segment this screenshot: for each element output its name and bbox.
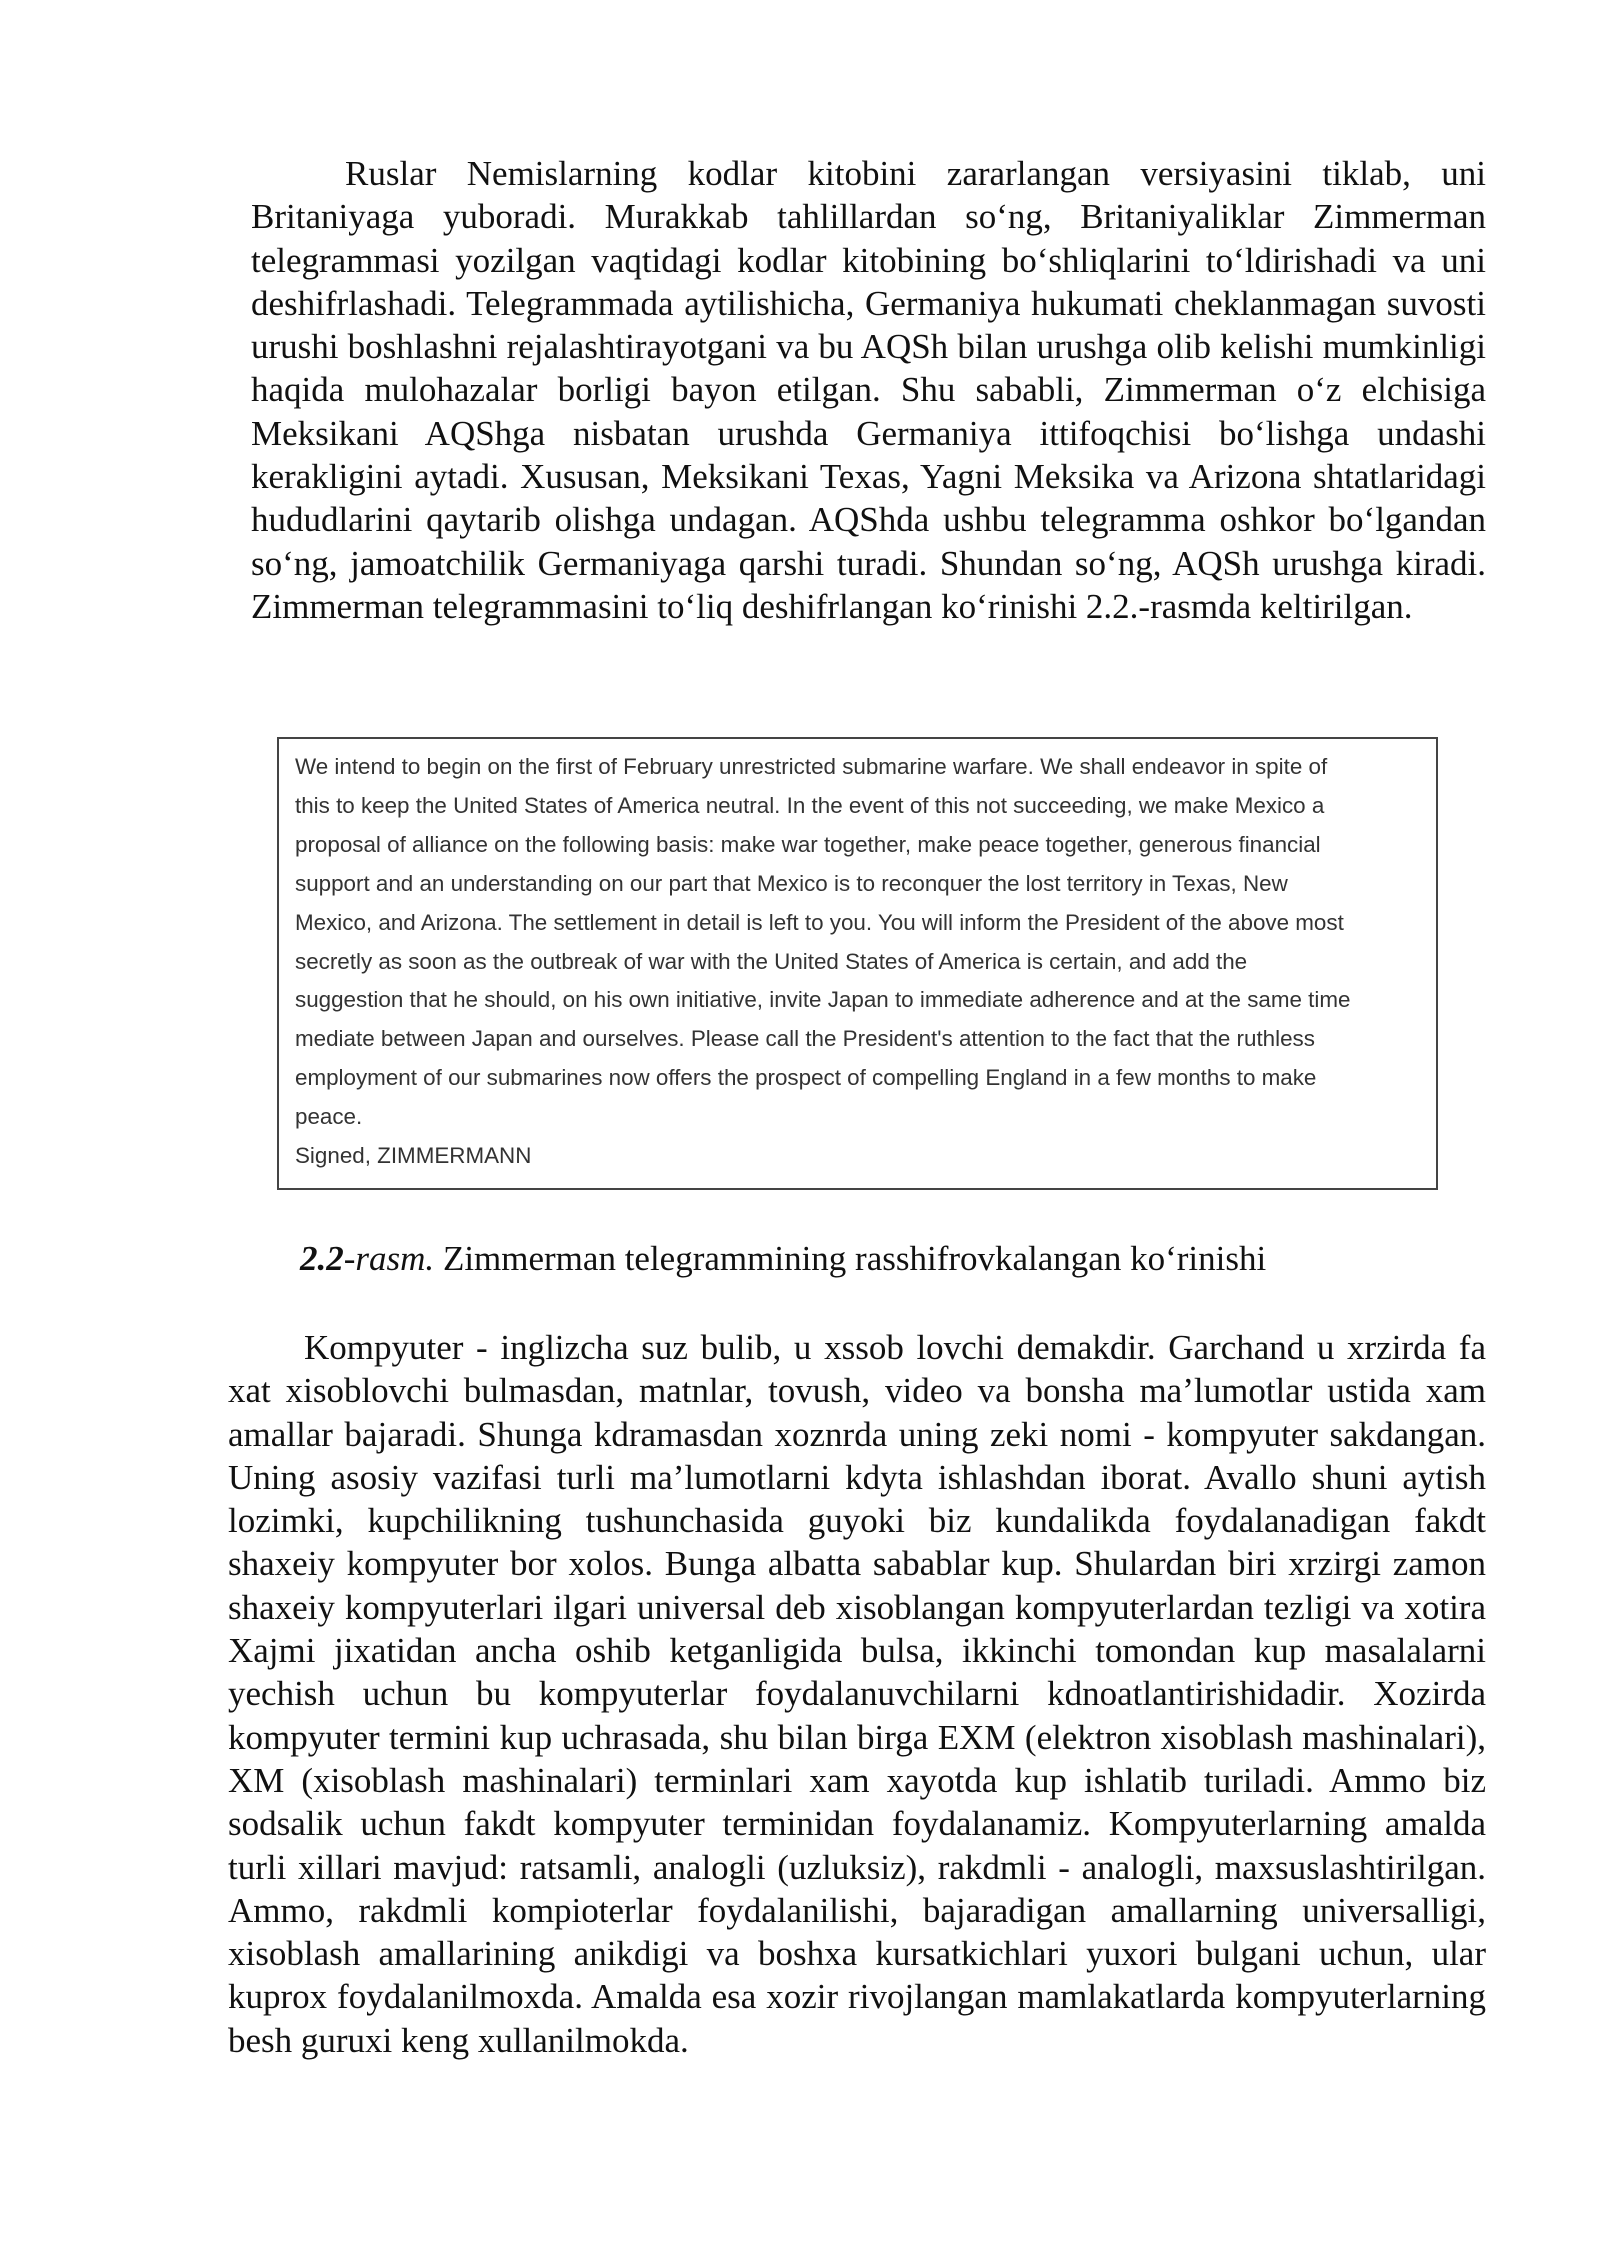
figure-line: secretly as soon as the outbreak of war with the United States of America is certain, and add the — [295, 948, 1248, 974]
figure-line: suggestion that he should, on his own initiative, invite Japan to immediate adherence and at the same time — [295, 987, 1351, 1013]
caption-label: -rasm. — [343, 1239, 435, 1278]
figure-line: We intend to begin on the first of February unrestricted submarine warfare. We shall endeavor in spite of — [295, 754, 1328, 779]
telegram-figure — [277, 737, 1438, 1190]
figure-line: peace. — [295, 1104, 363, 1130]
figure-line: this to keep the United States of America neutral. In the event of this not succeeding, we make Mexico a — [295, 792, 1325, 818]
paragraph-2: Kompyuter - inglizcha suz bulib, u xssob lovchi demakdir. Garchand u xrzirda fa xat xisoblovchi bulmasdan, matnlar, tovush, video va bonsha ma’lumotlar ustida xam amallar bajaradi. Shunga kdramasdan xoznrda uning zeki nomi - kompyuter sakdangan. Uning asosiy vazifasi turli ma’lumotlarni kdyta ishlashdan iborat. Avallo shuni aytish lozimki, kupchilikning tushunchasida guyoki biz kundalikda foydalanadigan fakdt shaxeiy kompyuter bor xolos. Bunga albatta sabablar kup. Shulardan biri xrzirgi zamon shaxeiy kompyuterlari ilgari universal deb xisoblangan kompyuterlardan tezligi va xotira Xajmi jixatidan ancha oshib ketganligida bulsa, ikkinchi tomondan kup masalalarni yechish uchun bu kompyuterlar foydalanuvchilarni kdnoatlantirishidadir. Xozirda kompyuter termini kup uchrasada, shu bilan birga EXM (elektron xisoblash mashinalari), XM (xisoblash mashinalari) terminlari xam xayotda kup ishlatib turiladi. Ammo biz sodsalik uchun fakdt kompyuter terminidan foydalanamiz. Kompyuterlarning amalda turli xillari mavjud: ratsamli, analogli (uzluksiz), rakdmli - analogli, maxsuslashtirilgan. Ammo, rakdmli kompioterlar foydalanilishi, bajaradigan amallarning universalligi, xisoblash amallarining anikdigi va boshxa kursatkichlari yuxori bulgani uchun, ular kuprox foydalanilmoxda. Amalda esa xozir rivojlangan mamlakatlarda kompyuterlarning besh guruxi keng xullanilmokda. — [228, 1328, 1486, 2060]
figure-line: mediate between Japan and ourselves. Please call the President's attention to the fact that the ruthless — [295, 1026, 1315, 1052]
figure-signature: Signed, ZIMMERMANN — [295, 1143, 532, 1169]
figure-line: support and an understanding on our part that Mexico is to reconquer the lost territory in Texas, New — [295, 870, 1288, 896]
figure-caption — [300, 1237, 1266, 1281]
caption-text: Zimmerman telegrammining rasshifrovkalangan ko‘rinishi — [434, 1239, 1267, 1278]
figure-line: proposal of alliance on the following basis: make war together, make peace together, generous financial — [295, 831, 1321, 857]
figure-line: Mexico, and Arizona. The settlement in detail is left to you. You will inform the President of the above most — [295, 909, 1344, 935]
caption-number: 2.2 — [300, 1239, 344, 1278]
figure-line: employment of our submarines now offers the prospect of compelling England in a few months to make — [295, 1065, 1317, 1091]
paragraph-1: Ruslar Nemislarning kodlar kitobini zararlangan versiyasini tiklab, uni Britaniyaga yuboradi. Murakkab tahlillardan so‘ng, Britaniyaliklar Zimmerman telegrammasi yozilgan vaqtidagi kodlar kitobining bo‘shliqlarini to‘ldirishadi va uni deshifrlashadi. Telegrammada aytilishicha, Germaniya hukumati cheklanmagan suvosti urushi boshlashni rejalashtirayotgani va bu AQSh bilan urushga olib kelishi mumkinligi haqida mulohazalar borligi bayon etilgan. Shu sababli, Zimmerman o‘z elchisiga Meksikani AQShga nisbatan urushda Germaniya ittifoqchisi bo‘lishga undashi kerakligini aytadi. Xususan, Meksikani Texas, Yagni Meksika va Arizona shtatlaridagi hududlarini qaytarib olishga undagan. AQShda ushbu telegramma oshkor bo‘lgandan so‘ng, jamoatchilik Germaniyaga qarshi turadi. Shundan so‘ng, AQSh urushga kiradi. Zimmerman telegrammasini to‘liq deshifrlangan ko‘rinishi 2.2.-rasmda keltirilgan. — [251, 154, 1486, 626]
